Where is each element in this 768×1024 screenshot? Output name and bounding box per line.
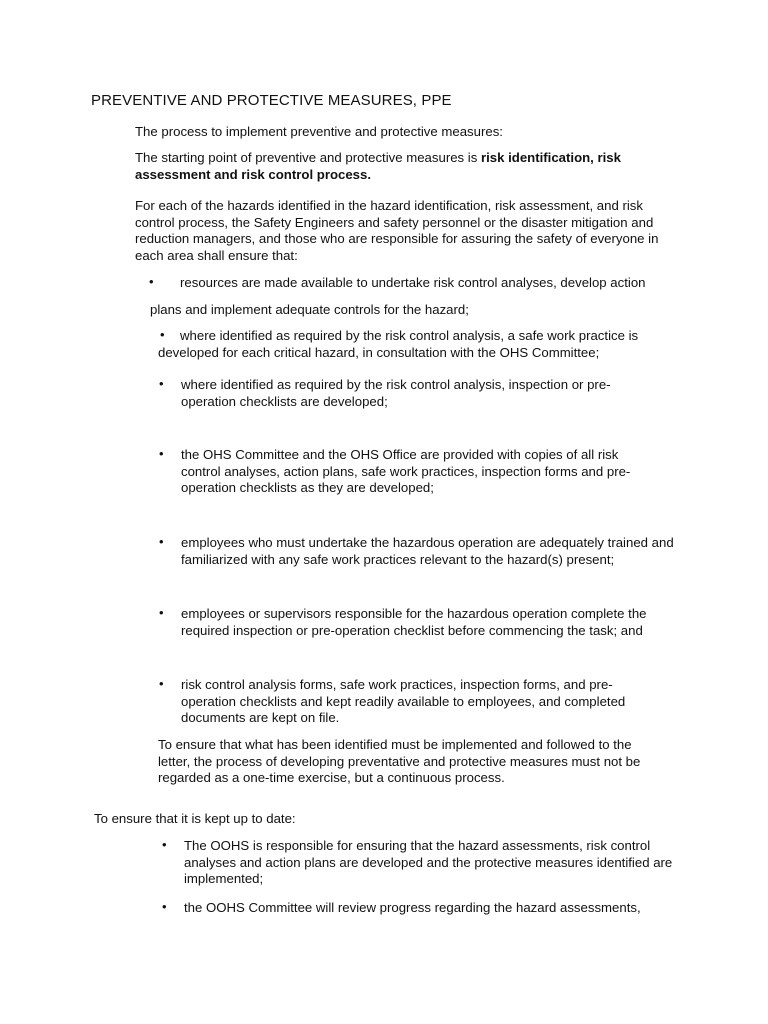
bullet-item-7: risk control analysis forms, safe work practices, inspection forms, and pre-operation checklists and kept readily available to employees, and completed documents are kept on file. — [181, 677, 626, 725]
update-bullet-item-1: The OOHS is responsible for ensuring that the hazard assessments, risk control analyses and action plans are developed and the protective measures identified are implemented; — [184, 838, 673, 886]
update-bullet-item-2: the OOHS Committee will review progress regarding the hazard assessments, — [184, 900, 641, 915]
hazards-paragraph: For each of the hazards identified in the hazard identification, risk assessment, and risk control process, the Safety Engineers and safety personnel or the disaster mitigation and reduction managers, and those who are responsible for assuring the safety of everyone in each area shall ensure that: — [135, 198, 659, 263]
bullet-marker: • — [159, 676, 164, 691]
bullet-item-5: employees who must undertake the hazardous operation are adequately trained and familiarized with any safe work practices relevant to the hazard(s) present; — [181, 535, 674, 567]
bullet-marker: • — [162, 837, 167, 852]
bullet-marker: • — [159, 605, 164, 620]
bullet-marker: • — [149, 274, 154, 289]
starting-point-prefix: The starting point of preventive and protective measures is — [135, 150, 481, 165]
bullet-item-2: where identified as required by the risk control analysis, a safe work practice is developed for each critical hazard, in consultation with the OHS Committee; — [158, 328, 639, 360]
bullet-item-4: the OHS Committee and the OHS Office are provided with copies of all risk control analyses, action plans, safe work practices, inspection forms and pre-operation checklists as they are developed; — [181, 447, 631, 495]
bullet-marker: • — [160, 327, 165, 342]
bullet-marker: • — [159, 446, 164, 461]
ensure-paragraph: To ensure that what has been identified must be implemented and followed to the letter, the process of developing preventative and protective measures must not be regarded as a one-time exercise, but a continuous process. — [158, 737, 641, 785]
starting-point-bold: risk identification, risk assessment and risk control process. — [135, 150, 621, 182]
intro-text: The process to implement preventive and protective measures: — [135, 124, 503, 139]
document-heading: PREVENTIVE AND PROTECTIVE MEASURES, PPE — [91, 92, 452, 109]
bullet-item-6: employees or supervisors responsible for the hazardous operation complete the required inspection or pre-operation checklist before commencing the task; and — [181, 606, 647, 638]
bullet-marker: • — [159, 534, 164, 549]
up-to-date-text: To ensure that it is kept up to date: — [94, 811, 296, 826]
bullet-marker: • — [159, 376, 164, 391]
bullet-marker: • — [162, 899, 167, 914]
starting-point-text — [135, 150, 675, 183]
bullet-item-1: resources are made available to undertake risk control analyses, develop action — [180, 275, 646, 290]
bullet-item-1-continued: plans and implement adequate controls for the hazard; — [150, 302, 469, 317]
bullet-item-3: where identified as required by the risk control analysis, inspection or pre-operation checklists are developed; — [181, 377, 611, 409]
